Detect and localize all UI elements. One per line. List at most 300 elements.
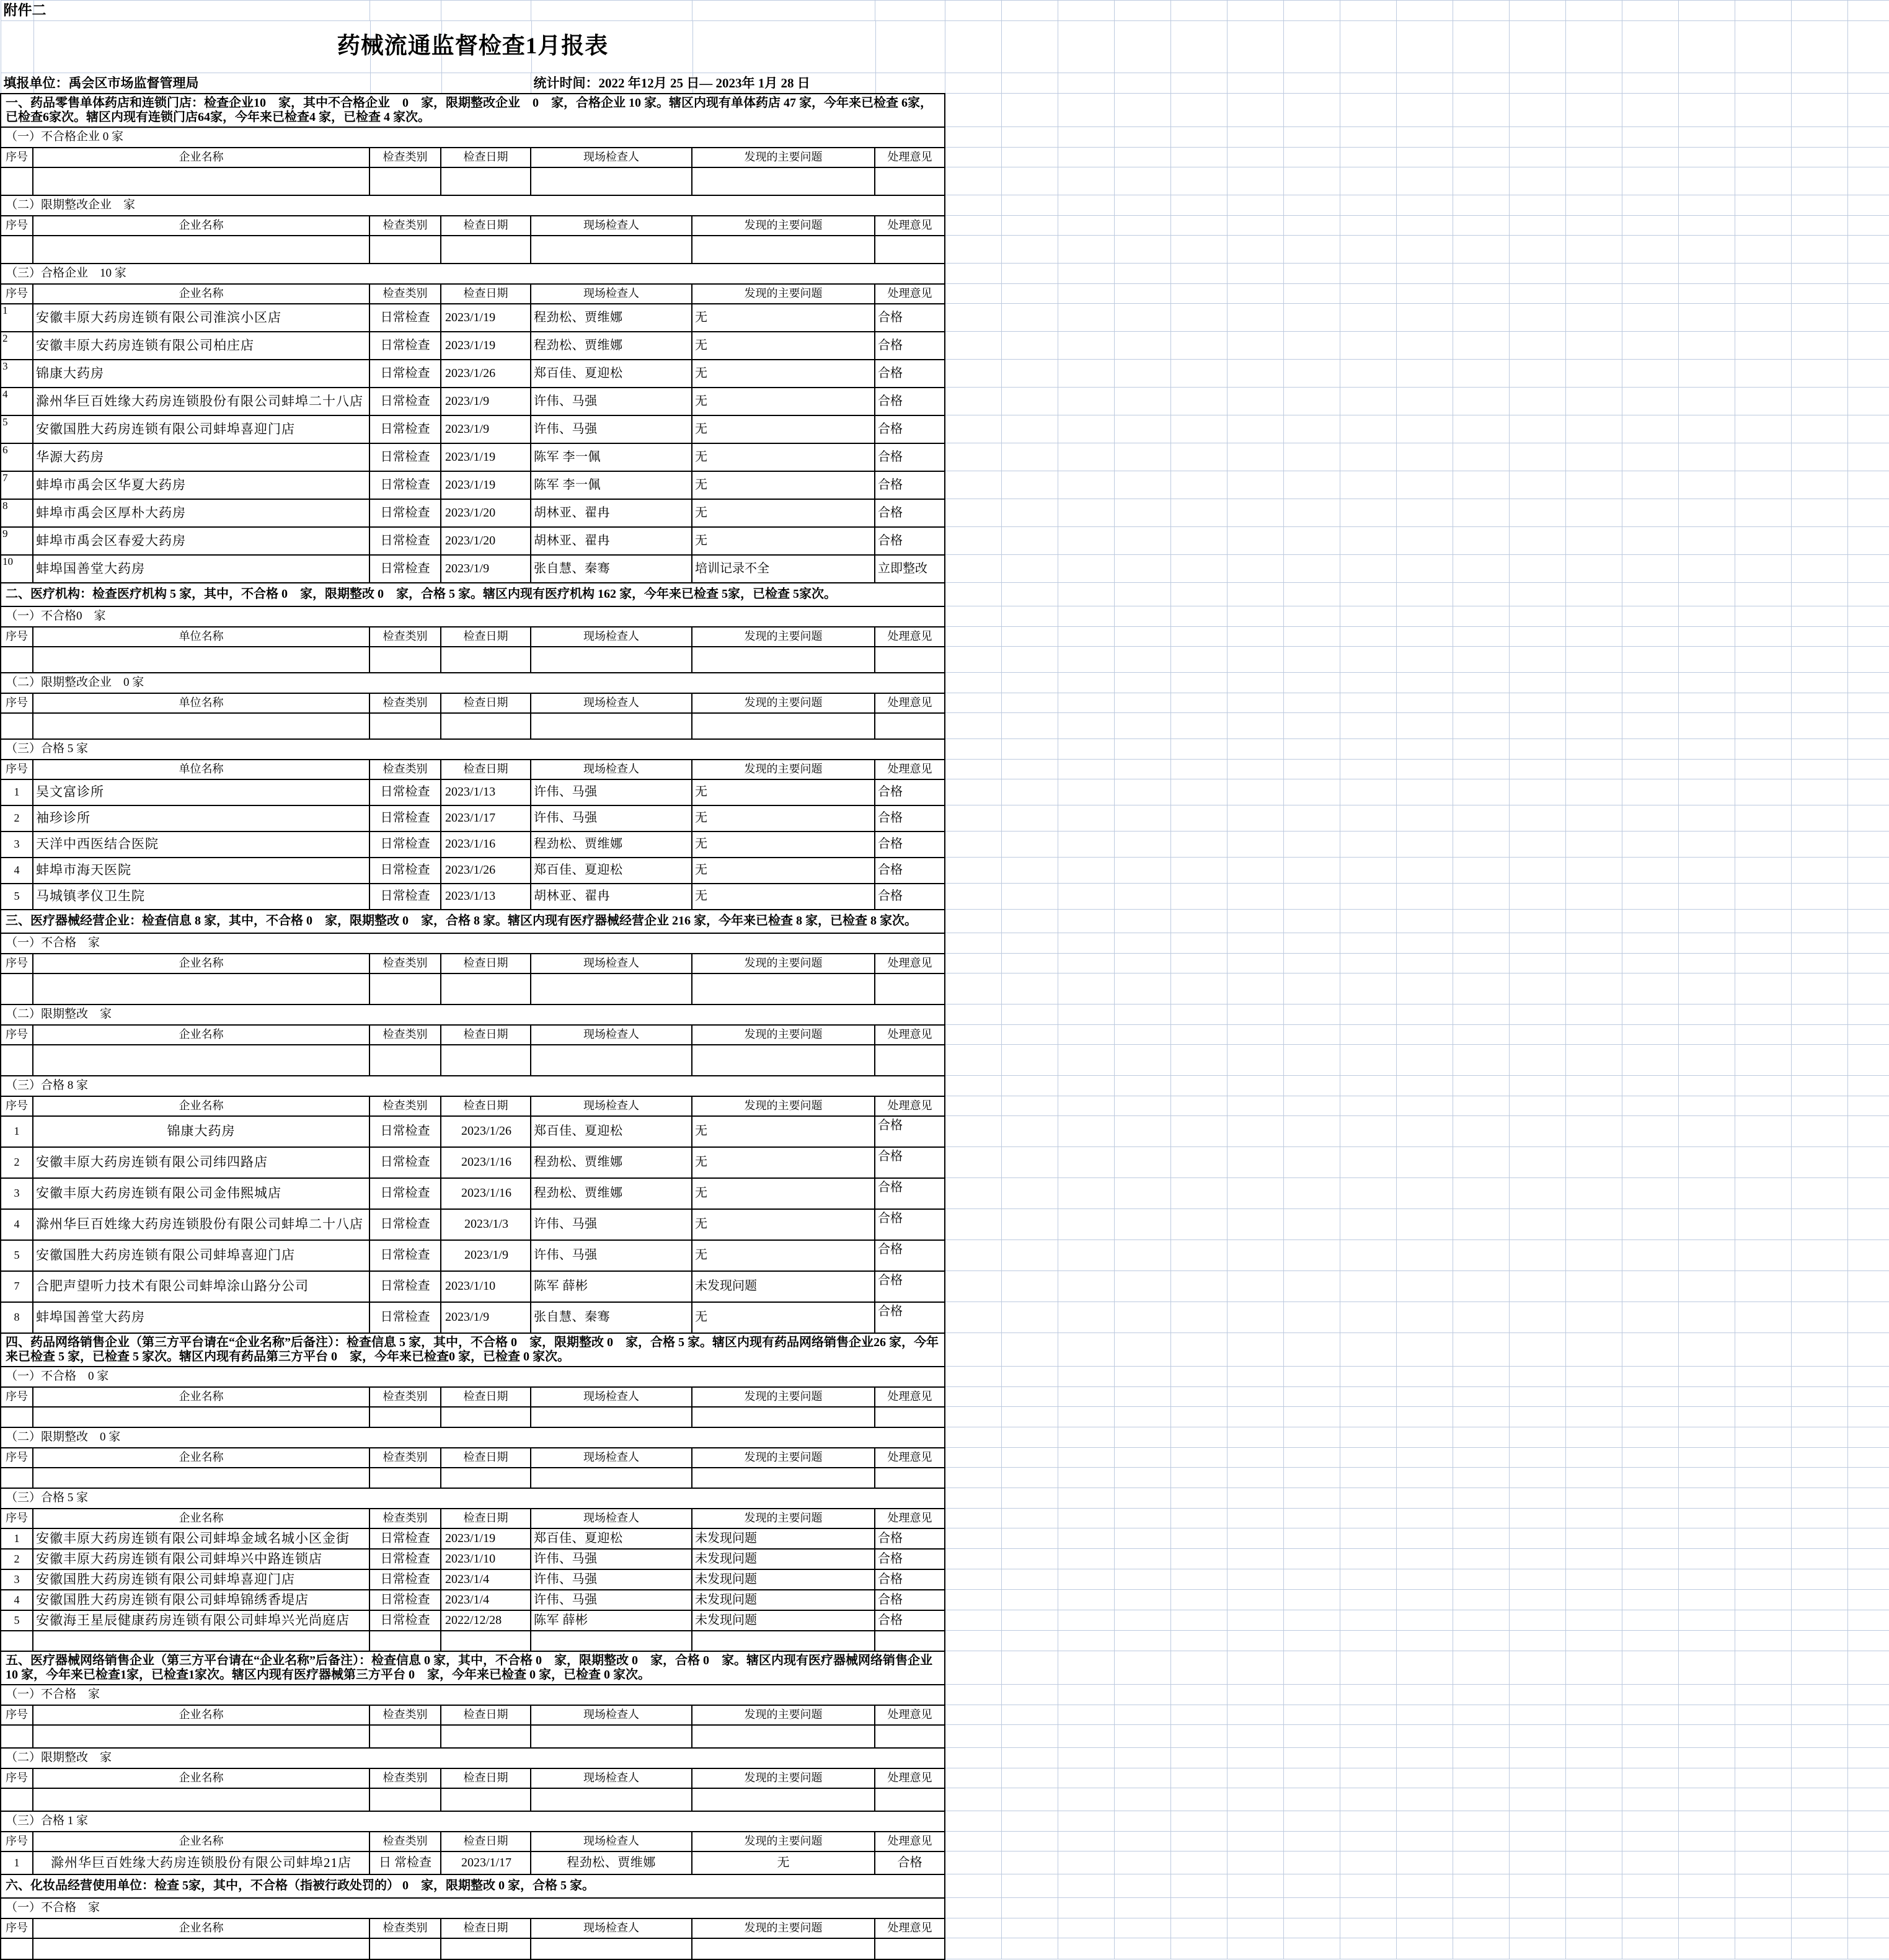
empty-grid-cell — [1058, 1748, 1114, 1768]
empty-grid-cell — [1396, 1448, 1453, 1468]
empty-grid-cell — [1340, 1898, 1396, 1918]
empty-grid-cell — [945, 910, 1001, 933]
empty-grid-cell — [1847, 1302, 1889, 1333]
cell-no: 5 — [1, 1610, 33, 1631]
cell-no: 4 — [1, 1590, 33, 1610]
cell-inspectors: 许伟、马强 — [531, 1549, 692, 1569]
empty-grid-cell — [1283, 1509, 1340, 1528]
empty-grid-cell — [1170, 527, 1227, 555]
empty-grid-cell — [1622, 388, 1678, 415]
empty-grid-cell — [1735, 805, 1791, 831]
empty-grid-cell — [1622, 1725, 1678, 1748]
empty-grid-cell — [1453, 148, 1509, 167]
cell-type: 日常检查 — [369, 332, 441, 360]
empty-grid-cell — [1453, 1240, 1509, 1271]
empty-grid-cell — [945, 1938, 1001, 1959]
empty-grid-cell — [1847, 127, 1889, 148]
subsection-label: （二）限期整改 0 家 — [1, 1427, 945, 1448]
empty-grid-cell — [1453, 264, 1509, 284]
empty-grid-cell — [1453, 1178, 1509, 1209]
empty-grid-cell — [1509, 693, 1565, 713]
section-intro: 二、医疗机构：检查医疗机构 5 家，其中，不合格 0 家，限期整改 0 家，合格 5 家。辖区内现有医疗机构 162 家，今年来已检查 5家，已检查 5家次。 — [1, 583, 945, 606]
empty-grid-cell — [1170, 284, 1227, 304]
column-header: 企业名称 — [33, 1387, 369, 1407]
empty-grid-cell — [1227, 831, 1283, 858]
empty-grid-cell — [1396, 443, 1453, 471]
empty-grid-cell — [1509, 94, 1565, 127]
empty-grid-cell — [1170, 216, 1227, 236]
empty-grid-cell — [945, 1631, 1001, 1651]
cell-name: 安徽海王星辰健康药房连锁有限公司蚌埠兴光尚庭店 — [33, 1610, 369, 1631]
column-header: 检查日期 — [441, 627, 531, 647]
empty-grid-cell — [1227, 73, 1283, 94]
empty-grid-cell — [1283, 739, 1340, 760]
empty-grid-cell — [1170, 1811, 1227, 1832]
column-header: 发现的主要问题 — [692, 1832, 875, 1851]
table-row — [1, 499, 1889, 527]
cell-no: 5 — [1, 1240, 33, 1271]
empty-grid-cell — [1791, 1387, 1847, 1407]
empty-grid-cell — [1678, 1147, 1735, 1178]
empty-grid-cell — [1735, 713, 1791, 739]
empty-grid-cell — [945, 1302, 1001, 1333]
empty-grid-cell — [1791, 1004, 1847, 1025]
subsection-row — [1, 1488, 1889, 1509]
empty-grid-cell — [945, 1918, 1001, 1938]
empty-grid-cell — [945, 1, 1001, 21]
empty-grid-cell — [1058, 1407, 1114, 1427]
empty-grid-cell — [945, 1076, 1001, 1096]
empty-grid-cell — [1735, 527, 1791, 555]
cell-date: 2023/1/9 — [441, 555, 531, 583]
empty-grid-cell — [945, 1240, 1001, 1271]
table-row — [1, 1590, 1889, 1610]
empty-grid-cell — [1735, 1811, 1791, 1832]
empty-grid-cell — [1565, 332, 1622, 360]
cell-no: 1 — [1, 779, 33, 805]
table-row — [1, 1569, 1889, 1590]
empty-grid-cell — [1170, 1631, 1227, 1651]
empty-grid-cell — [1678, 127, 1735, 148]
empty-grid-cell — [1227, 167, 1283, 195]
table-row — [1, 1116, 1889, 1147]
empty-grid-cell — [1565, 1387, 1622, 1407]
empty-grid-cell — [1058, 1076, 1114, 1096]
empty-grid-cell — [1058, 388, 1114, 415]
empty-grid-cell — [1847, 779, 1889, 805]
empty-grid-cell — [1453, 884, 1509, 910]
empty-grid-cell — [1791, 583, 1847, 606]
empty-grid-cell — [1509, 415, 1565, 443]
empty-grid-cell — [1453, 443, 1509, 471]
empty-grid-cell — [1565, 284, 1622, 304]
cell-inspectors — [531, 1938, 692, 1959]
cell-problems — [692, 167, 875, 195]
empty-grid-cell — [1791, 647, 1847, 673]
empty-grid-cell — [1453, 1938, 1509, 1959]
empty-grid-cell — [1509, 1549, 1565, 1569]
empty-grid-cell — [1283, 1302, 1340, 1333]
empty-grid-cell — [1227, 1147, 1283, 1178]
column-header: 现场检查人 — [531, 216, 692, 236]
empty-grid-cell — [1001, 499, 1058, 527]
empty-grid-cell — [1509, 1178, 1565, 1209]
empty-grid-cell — [1001, 236, 1058, 264]
empty-grid-cell — [1114, 693, 1170, 713]
empty-grid-cell — [1847, 388, 1889, 415]
cell-problems: 无 — [692, 779, 875, 805]
empty-grid-cell — [1565, 195, 1622, 216]
empty-grid-cell — [1735, 910, 1791, 933]
column-header: 检查类别 — [369, 1025, 441, 1045]
empty-grid-cell — [1340, 1938, 1396, 1959]
empty-grid-cell — [1678, 1076, 1735, 1096]
empty-grid-cell — [1340, 1509, 1396, 1528]
column-header: 检查日期 — [441, 1096, 531, 1116]
empty-grid-cell — [1735, 1076, 1791, 1096]
cell-no — [1, 1045, 33, 1076]
empty-grid-cell — [1791, 739, 1847, 760]
empty-grid-cell — [1170, 1748, 1227, 1768]
column-header: 单位名称 — [33, 760, 369, 779]
empty-grid-cell — [1058, 1509, 1114, 1528]
empty-grid-cell — [1847, 304, 1889, 332]
empty-grid-cell — [1509, 884, 1565, 910]
empty-grid-cell — [1170, 693, 1227, 713]
empty-grid-cell — [1509, 471, 1565, 499]
empty-grid-cell — [1622, 1832, 1678, 1851]
column-header: 序号 — [1, 693, 33, 713]
empty-grid-cell — [1001, 415, 1058, 443]
cell-no: 3 — [1, 1178, 33, 1209]
cell-problems: 无 — [692, 1209, 875, 1240]
empty-grid-cell — [1283, 1427, 1340, 1448]
empty-grid-cell — [1227, 1116, 1283, 1147]
empty-grid-cell — [1622, 693, 1678, 713]
empty-grid-cell — [1509, 1610, 1565, 1631]
table-row — [1, 388, 1889, 415]
empty-grid-cell — [1453, 1610, 1509, 1631]
empty-grid-cell — [1509, 606, 1565, 627]
empty-grid-cell — [1622, 1209, 1678, 1240]
empty-grid-cell — [1453, 1811, 1509, 1832]
cell-action: 合格 — [875, 471, 945, 499]
empty-grid-cell — [1453, 415, 1509, 443]
cell-inspectors: 许伟、马强 — [531, 415, 692, 443]
empty-grid-cell — [945, 713, 1001, 739]
cell-problems: 未发现问题 — [692, 1569, 875, 1590]
empty-grid-cell — [1735, 1004, 1791, 1025]
empty-grid-cell — [1283, 1590, 1340, 1610]
empty-grid-cell — [1565, 1, 1622, 21]
empty-grid-cell — [1509, 831, 1565, 858]
cell-name: 安徽丰原大药房连锁有限公司柏庄店 — [33, 332, 369, 360]
empty-grid-cell — [1565, 1918, 1622, 1938]
empty-grid-cell — [1509, 388, 1565, 415]
cell-date — [441, 1725, 531, 1748]
cell-name: 滁州华巨百姓缘大药房连锁股份有限公司蚌埠二十八店 — [33, 388, 369, 415]
empty-cell — [531, 1, 692, 21]
empty-grid-cell — [1735, 1725, 1791, 1748]
column-header: 检查日期 — [441, 1387, 531, 1407]
empty-grid-cell — [1565, 1874, 1622, 1898]
cell-name: 锦康大药房 — [33, 1116, 369, 1147]
empty-grid-cell — [1509, 858, 1565, 884]
empty-grid-cell — [1340, 627, 1396, 647]
empty-grid-cell — [1396, 94, 1453, 127]
empty-grid-cell — [1735, 1590, 1791, 1610]
empty-grid-cell — [1283, 527, 1340, 555]
empty-grid-cell — [1678, 1367, 1735, 1387]
table-header-row — [1, 627, 1889, 647]
empty-grid-cell — [1622, 1918, 1678, 1938]
empty-grid-cell — [1622, 216, 1678, 236]
column-header: 处理意见 — [875, 1096, 945, 1116]
empty-grid-cell — [1058, 1651, 1114, 1685]
cell-inspectors — [531, 1788, 692, 1811]
empty-grid-cell — [1678, 1096, 1735, 1116]
cell-type: 日常检查 — [369, 779, 441, 805]
empty-cell — [692, 1, 875, 21]
empty-grid-cell — [1001, 1178, 1058, 1209]
empty-grid-cell — [1565, 1367, 1622, 1387]
empty-grid-cell — [1847, 858, 1889, 884]
empty-grid-cell — [1340, 805, 1396, 831]
empty-grid-cell — [1509, 1116, 1565, 1147]
empty-grid-cell — [1622, 1811, 1678, 1832]
empty-grid-cell — [945, 1468, 1001, 1488]
attachment-row — [1, 1, 1889, 21]
cell-date: 2023/1/17 — [441, 805, 531, 831]
empty-grid-cell — [1565, 673, 1622, 693]
empty-grid-cell — [1227, 1725, 1283, 1748]
empty-grid-cell — [1847, 583, 1889, 606]
empty-grid-cell — [1001, 805, 1058, 831]
cell-name: 吴文富诊所 — [33, 779, 369, 805]
empty-grid-cell — [1283, 606, 1340, 627]
empty-grid-cell — [1509, 1705, 1565, 1725]
empty-grid-cell — [1678, 1302, 1735, 1333]
empty-grid-cell — [1114, 127, 1170, 148]
empty-grid-cell — [1114, 954, 1170, 973]
empty-grid-cell — [1283, 555, 1340, 583]
column-header: 企业名称 — [33, 1832, 369, 1851]
empty-grid-cell — [1678, 1610, 1735, 1631]
empty-grid-cell — [1509, 1, 1565, 21]
empty-grid-cell — [1453, 933, 1509, 954]
empty-grid-cell — [1847, 647, 1889, 673]
empty-grid-cell — [1678, 1651, 1735, 1685]
table-row — [1, 443, 1889, 471]
empty-grid-cell — [1396, 1631, 1453, 1651]
column-header: 序号 — [1, 1509, 33, 1528]
empty-grid-cell — [1283, 779, 1340, 805]
empty-grid-cell — [1170, 1147, 1227, 1178]
empty-grid-cell — [1453, 1302, 1509, 1333]
empty-grid-cell — [1622, 831, 1678, 858]
column-header: 企业名称 — [33, 1096, 369, 1116]
empty-grid-cell — [1509, 1509, 1565, 1528]
empty-grid-cell — [1622, 1528, 1678, 1549]
empty-grid-cell — [945, 1705, 1001, 1725]
empty-grid-cell — [1170, 1178, 1227, 1209]
empty-grid-cell — [945, 1590, 1001, 1610]
empty-grid-cell — [1058, 1178, 1114, 1209]
empty-grid-cell — [945, 1407, 1001, 1427]
section-intro: 一、药品零售单体药店和连锁门店：检查企业10 家，其中不合格企业 0 家，限期整改企业 0 家，合格企业 10 家。辖区内现有单体药店 47 家，今年来已检查 6家，已检查6家次。辖区内现有连锁门店64家，今年来已检查4 家，已检查 4 家次。 — [1, 94, 945, 127]
table-header-row — [1, 1768, 1889, 1788]
cell-problems — [692, 1725, 875, 1748]
subsection-label: （一）不合格 家 — [1, 1685, 945, 1705]
empty-grid-cell — [1340, 1768, 1396, 1788]
empty-grid-cell — [1735, 1938, 1791, 1959]
subsection-label: （一）不合格 0 家 — [1, 1367, 945, 1387]
cell-no: 1 — [1, 1116, 33, 1147]
empty-grid-cell — [1509, 1528, 1565, 1549]
empty-grid-cell — [1114, 284, 1170, 304]
empty-grid-cell — [1001, 1851, 1058, 1874]
empty-grid-cell — [1847, 1116, 1889, 1147]
empty-grid-cell — [1058, 627, 1114, 647]
empty-grid-cell — [1791, 954, 1847, 973]
empty-grid-cell — [1283, 1811, 1340, 1832]
cell-no: 2 — [1, 1147, 33, 1178]
empty-grid-cell — [1340, 1811, 1396, 1832]
empty-grid-cell — [1622, 1898, 1678, 1918]
cell-problems: 未发现问题 — [692, 1528, 875, 1549]
cell-inspectors: 程劲松、贾维娜 — [531, 1178, 692, 1209]
empty-grid-cell — [1001, 1725, 1058, 1748]
empty-grid-cell — [1847, 1705, 1889, 1725]
empty-grid-cell — [1058, 1610, 1114, 1631]
cell-type — [369, 713, 441, 739]
column-header: 处理意见 — [875, 1832, 945, 1851]
empty-grid-cell — [1227, 1610, 1283, 1631]
empty-grid-cell — [1170, 1569, 1227, 1590]
empty-grid-cell — [1058, 1045, 1114, 1076]
empty-grid-cell — [1678, 1768, 1735, 1788]
empty-grid-cell — [1001, 1898, 1058, 1918]
cell-name: 安徽国胜大药房连锁有限公司蚌埠喜迎门店 — [33, 1569, 369, 1590]
empty-grid-cell — [1227, 443, 1283, 471]
empty-grid-cell — [1283, 195, 1340, 216]
column-header: 现场检查人 — [531, 1705, 692, 1725]
empty-cell — [369, 1, 441, 21]
cell-date: 2023/1/9 — [441, 1240, 531, 1271]
empty-grid-cell — [1396, 1076, 1453, 1096]
empty-grid-cell — [1283, 216, 1340, 236]
empty-grid-cell — [1227, 1832, 1283, 1851]
empty-grid-cell — [1453, 1427, 1509, 1448]
subsection-label: （三）合格 5 家 — [1, 739, 945, 760]
empty-grid-cell — [1227, 127, 1283, 148]
empty-grid-cell — [1509, 195, 1565, 216]
empty-grid-cell — [1565, 1569, 1622, 1590]
empty-grid-cell — [1453, 1387, 1509, 1407]
empty-grid-cell — [1453, 1651, 1509, 1685]
empty-grid-cell — [1001, 1874, 1058, 1898]
empty-grid-cell — [1340, 693, 1396, 713]
empty-grid-cell — [1001, 1509, 1058, 1528]
empty-grid-cell — [1509, 673, 1565, 693]
empty-grid-cell — [1509, 167, 1565, 195]
cell-no — [1, 1407, 33, 1427]
empty-grid-cell — [1847, 360, 1889, 388]
empty-grid-cell — [1565, 760, 1622, 779]
empty-grid-cell — [1001, 304, 1058, 332]
empty-grid-cell — [1396, 1918, 1453, 1938]
cell-inspectors: 许伟、马强 — [531, 1209, 692, 1240]
empty-grid-cell — [1058, 1488, 1114, 1509]
empty-grid-cell — [1227, 1302, 1283, 1333]
empty-grid-cell — [1791, 1685, 1847, 1705]
empty-grid-cell — [1001, 1240, 1058, 1271]
column-header: 发现的主要问题 — [692, 1096, 875, 1116]
empty-grid-cell — [1170, 1387, 1227, 1407]
cell-no: 1 — [1, 1851, 33, 1874]
empty-grid-cell — [1114, 1832, 1170, 1851]
empty-grid-cell — [1058, 216, 1114, 236]
empty-grid-cell — [1735, 973, 1791, 1004]
cell-name: 蚌埠市禹会区春爱大药房 — [33, 527, 369, 555]
empty-grid-cell — [1227, 1788, 1283, 1811]
empty-grid-cell — [1340, 1178, 1396, 1209]
empty-grid-cell — [1227, 1488, 1283, 1509]
empty-grid-cell — [1622, 1271, 1678, 1302]
empty-grid-cell — [1058, 693, 1114, 713]
column-header: 处理意见 — [875, 1387, 945, 1407]
column-header: 处理意见 — [875, 1768, 945, 1788]
table-header-row — [1, 760, 1889, 779]
empty-grid-cell — [1283, 1367, 1340, 1387]
empty-grid-cell — [1847, 332, 1889, 360]
empty-grid-cell — [1622, 264, 1678, 284]
cell-no: 8 — [1, 499, 33, 527]
subsection-label: （一）不合格 家 — [1, 933, 945, 954]
column-header: 处理意见 — [875, 216, 945, 236]
empty-grid-cell — [1791, 1209, 1847, 1240]
column-header: 检查类别 — [369, 1918, 441, 1938]
empty-grid-cell — [1735, 954, 1791, 973]
empty-grid-cell — [1340, 1333, 1396, 1367]
empty-grid-cell — [1114, 167, 1170, 195]
empty-grid-cell — [1565, 1832, 1622, 1851]
empty-grid-cell — [1283, 1748, 1340, 1768]
empty-grid-cell — [1058, 1468, 1114, 1488]
empty-grid-cell — [1001, 1528, 1058, 1549]
empty-grid-cell — [1396, 627, 1453, 647]
column-header: 检查类别 — [369, 284, 441, 304]
empty-grid-cell — [1678, 167, 1735, 195]
empty-grid-cell — [945, 1448, 1001, 1468]
empty-grid-cell — [1396, 21, 1453, 73]
empty-grid-cell — [1847, 236, 1889, 264]
empty-grid-cell — [1735, 471, 1791, 499]
empty-grid-cell — [1170, 1004, 1227, 1025]
empty-grid-cell — [1622, 1590, 1678, 1610]
cell-action — [875, 236, 945, 264]
empty-grid-cell — [1001, 1748, 1058, 1768]
column-header: 检查日期 — [441, 1768, 531, 1788]
empty-grid-cell — [1453, 332, 1509, 360]
table-row — [1, 527, 1889, 555]
cell-name — [33, 1407, 369, 1427]
table-row — [1, 1178, 1889, 1209]
empty-grid-cell — [1847, 713, 1889, 739]
empty-grid-cell — [1114, 415, 1170, 443]
empty-grid-cell — [945, 693, 1001, 713]
column-header: 检查日期 — [441, 1832, 531, 1851]
